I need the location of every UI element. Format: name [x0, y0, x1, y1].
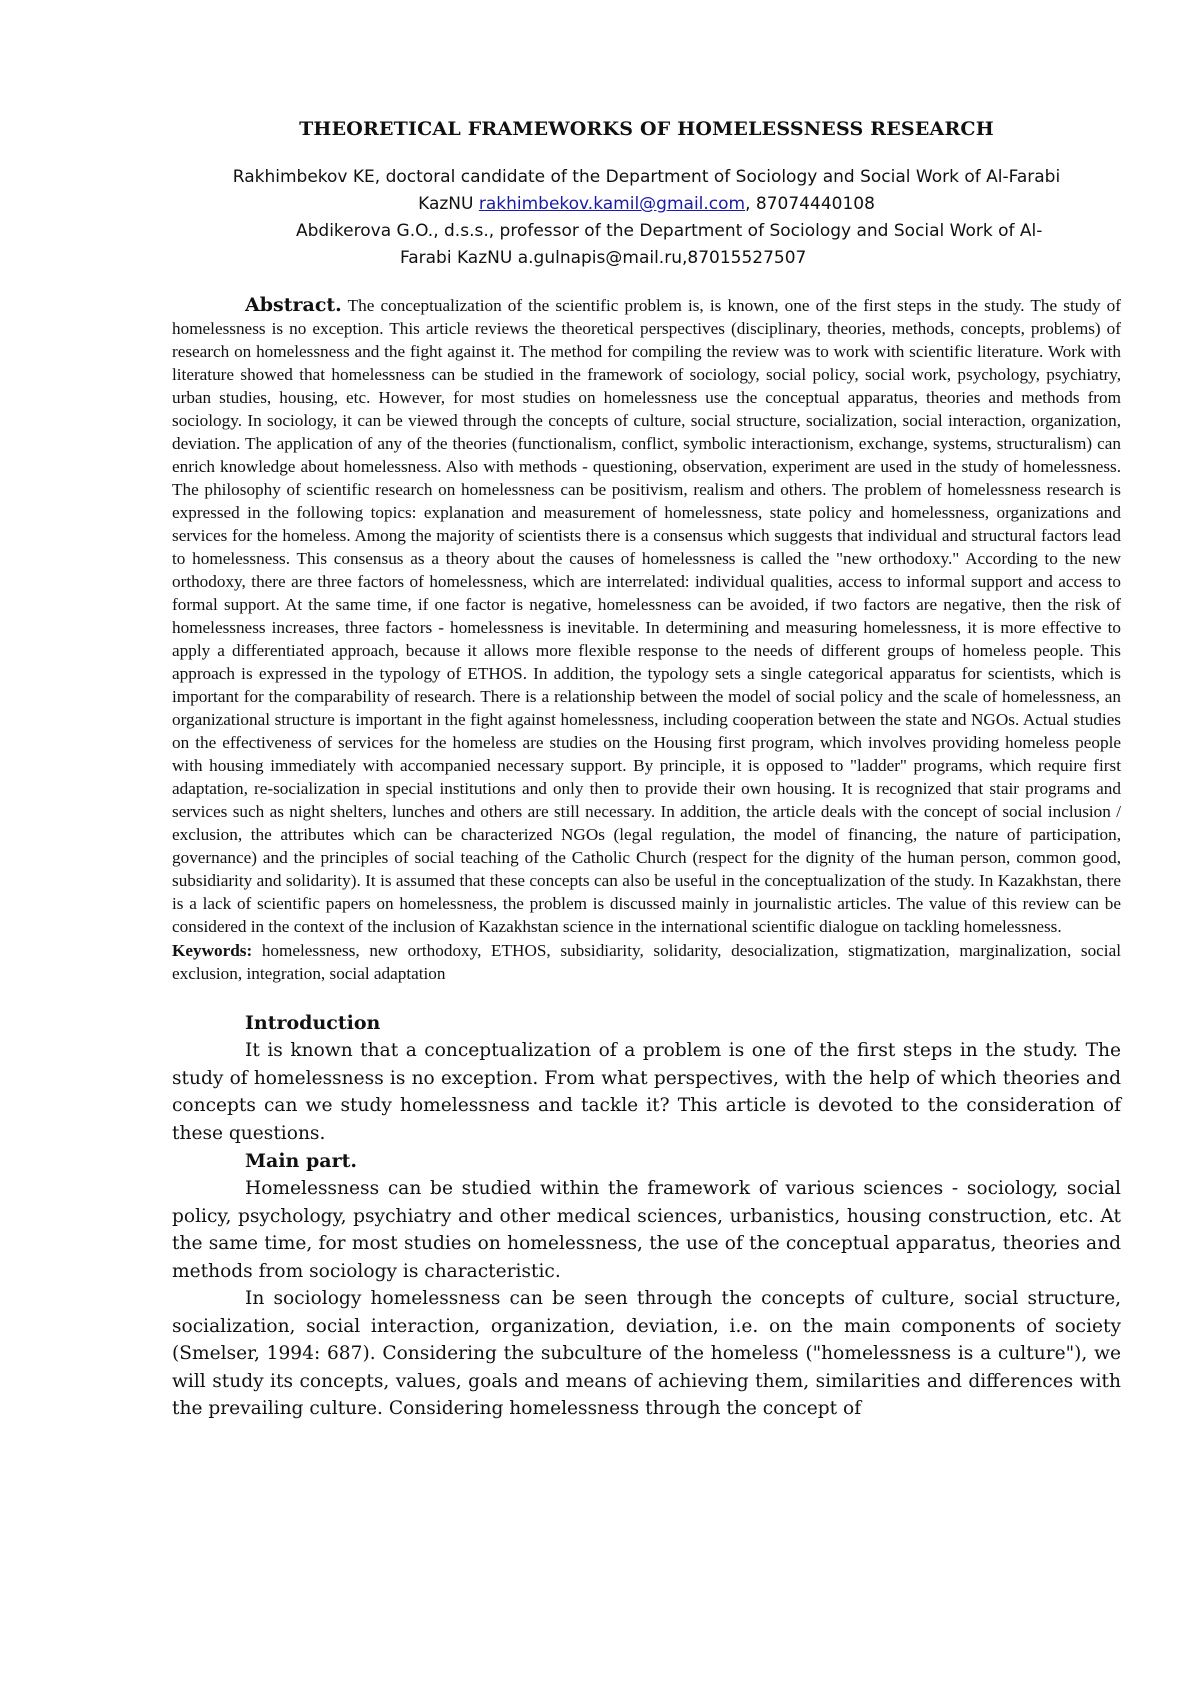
author-1-email-link[interactable]: rakhimbekov.kamil@gmail.com [478, 194, 746, 214]
main-part-heading: Main part. [245, 1150, 357, 1172]
keywords-text: homelessness, new orthodoxy, ETHOS, subsidiarity, solidarity, desocialization, stigmatization, marginalization, social exclusion, integration, social adaptation [172, 941, 1121, 983]
author-2-contact: Farabi KazNU a.gulnapis@mail.ru,87015527507 [400, 248, 807, 268]
paper-content [172, 110, 1121, 1423]
keywords-label: Keywords: [172, 941, 253, 960]
main-part-paragraph-2: In sociology homelessness can be seen through the concepts of culture, social structure, socialization, social interaction, organization, deviation, i.e. on the main components of society (Smelser, 1994: 687). Considering the subculture of the homeless ("homelessness is a culture"), we will study its concepts, values, goals and means of achieving them, similarities and differences with the prevailing culture. Considering homelessness through the concept of [172, 1288, 1121, 1419]
author-2-affiliation: Abdikerova G.O., d.s.s., professor of the Department of Sociology and Social Work of Al- [296, 221, 1043, 241]
paper-title: THEORETICAL FRAMEWORKS OF HOMELESSNESS RESEARCH [299, 118, 994, 140]
author-block [172, 164, 1121, 272]
author-2 [172, 218, 1121, 272]
abstract [172, 294, 1121, 938]
abstract-label: Abstract. [245, 294, 342, 316]
keywords [172, 939, 1121, 985]
author-1-phone: , 87074440108 [745, 194, 875, 214]
author-1-affiliation: Rakhimbekov KE, doctoral candidate of the Department of Sociology and Social Work of Al-Farabi [232, 167, 1061, 187]
author-1 [172, 164, 1121, 218]
introduction-heading: Introduction [245, 1012, 381, 1034]
author-1-prefix: KazNU [418, 194, 479, 214]
introduction-paragraph: It is known that a conceptualization of a problem is one of the first steps in the study. The study of homelessness is no exception. From what perspectives, with the help of which theories and concepts can we study homelessness and tackle it? This article is devoted to the consideration of these questions. [172, 1040, 1121, 1144]
abstract-text: The conceptualization of the scientific problem is, is known, one of the first steps in the study. The study of homelessness is no exception. This article reviews the theoretical perspectives (disciplinary, theories, methods, concepts, problems) of research on homelessness and the fight against it. The method for compiling the review was to work with scientific literature. Work with literature showed that homelessness can be studied in the framework of sociology, social policy, social work, psychology, psychiatry, urban studies, housing, etc. However, for most studies on homelessness use the conceptual apparatus, theories and methods from sociology. In sociology, it can be viewed through the concepts of culture, social structure, socialization, social interaction, organization, deviation. The application of any of the theories (functionalism, conflict, symbolic interactionism, exchange, systems, structuralism) can enrich knowledge about homelessness. Also with methods - questioning, observation, experiment are used in the study of homelessness. The philosophy of scientific research on homelessness can be positivism, realism and others. The problem of homelessness research is expressed in the following topics: explanation and measurement of homelessness, state policy and homelessness, organizations and services for the homeless. Among the majority of scientists there is a consensus which suggests that individual and structural factors lead to homelessness. This consensus as a theory about the causes of homelessness is called the "new orthodoxy." According to the new orthodoxy, there are three factors of homelessness, which are interrelated: individual qualities, access to informal support and access to formal support. At the same time, if one factor is negative, homelessness can be avoided, if two factors are negative, then the risk of homelessness increases, three factors - homelessness is inevitable. In determining and measuring homelessness, it is more effective to apply a differentiated approach, because it allows more flexible response to the needs of different groups of homeless people. This approach is expressed in the typology of ETHOS. In addition, the typology sets a single categorical apparatus for scientists, which is important for the comparability of research. There is a relationship between the model of social policy and the scale of homelessness, an organizational structure is important in the fight against homelessness, including cooperation between the state and NGOs. Actual studies on the effectiveness of services for the homeless are studies on the Housing first program, which involves providing homeless people with housing immediately with accompanied necessary support. By principle, it is opposed to "ladder" programs, which require first adaptation, re-socialization in special institutions and only then to provide their own housing. It is recognized that stair programs and services such as night shelters, lunches and others are still necessary. In addition, the article deals with the concept of social inclusion / exclusion, the attributes which can be characterized NGOs (legal regulation, the model of financing, the nature of participation, governance) and the principles of social teaching of the Catholic Church (respect for the dignity of the human person, common good, subsidiarity and solidarity). It is assumed that these concepts can also be useful in the conceptualization of the study. In Kazakhstan, there is a lack of scientific papers on homelessness, the problem is discussed mainly in journalistic articles. The value of this review can be considered in the context of the inclusion of Kazakhstan science in the international scientific dialogue on tackling homelessness. [172, 296, 1121, 936]
main-part-paragraph-1: Homelessness can be studied within the framework of various sciences - sociology, social policy, psychology, psychiatry and other medical sciences, urbanistics, housing construction, etc. At the same time, for most studies on homelessness, the use of the conceptual apparatus, theories and methods from sociology is characteristic. [172, 1178, 1121, 1282]
